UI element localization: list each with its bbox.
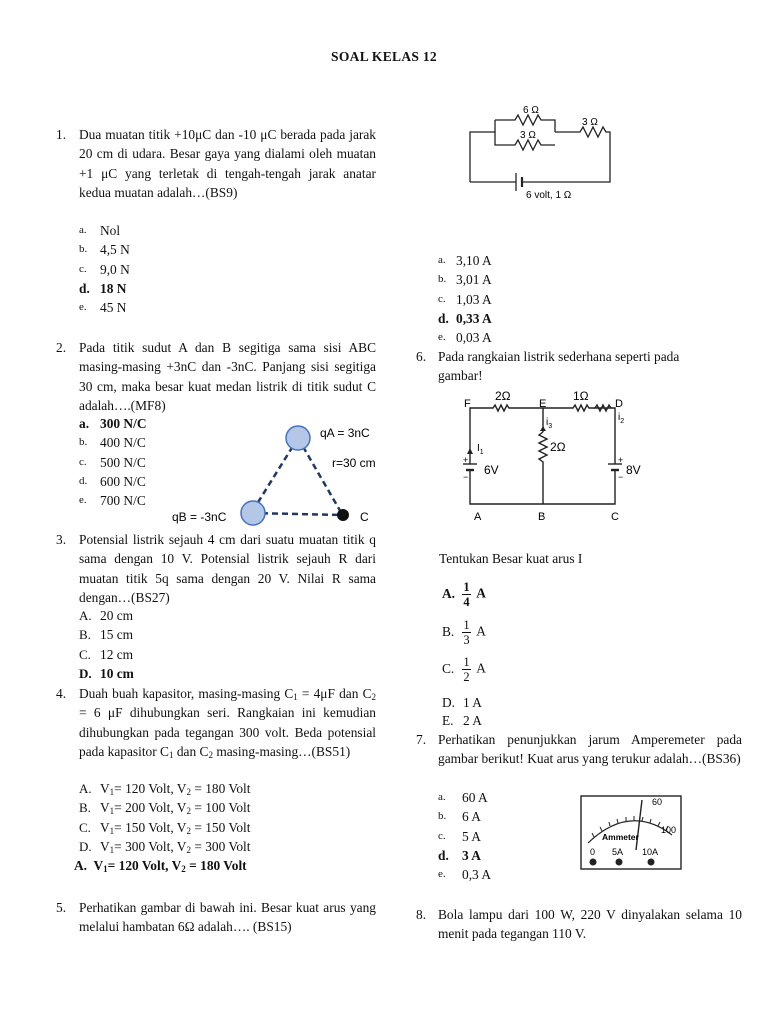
question-text: Dua muatan titik +10μC dan -10 μC berada pada jarak 20 cm di udara. Besar gaya yang dialami oleh muatan +1 μC yang terletak di tengah-tengah jarak anatar kedua muatan adalah…(BS9) [79,127,376,201]
question-number: 4. [56,686,67,701]
charge-b [241,501,265,525]
option[interactable]: d. 600 N/C [79,473,146,489]
option[interactable]: c. 9,0 N [79,261,130,277]
terminal-0: 0 [590,847,596,857]
charge-a [286,426,310,450]
svg-text:+: + [618,455,624,465]
node-a: A [474,511,482,523]
question-text: Pada titik sudut A dan B segitiga sama sisi ABC masing-masing +3nC dan -3nC. Panjang sisi segitiga 30 cm, maka besar kuat medan listrik di titik sudut C adalah….(MF8) [79,340,376,414]
question-number: 6. [416,349,427,364]
label-c: C [360,510,369,524]
option[interactable]: D. 1 A [442,695,482,710]
question-number: 5. [56,900,67,915]
q1-options [79,221,279,317]
q5-circuit-diagram [460,100,620,205]
page-title: SOAL KELAS 12 [331,49,437,64]
option[interactable]: b. 6 A [438,809,481,825]
node-b: B [538,511,546,523]
option[interactable]: e. 45 N [79,300,127,316]
label-6ohm: 6 Ω [523,105,539,116]
label-battery: 6 volt, 1 Ω [526,190,572,201]
question-number: 8. [416,907,427,922]
q3-options [79,606,229,683]
label-2ohm-top: 2Ω [495,389,511,403]
option[interactable]: B. 15 cm [79,627,134,643]
option[interactable]: C. $V_1= 150$ Volt, $V_2 = 150$ Volt [79,819,251,836]
terminal-10a: 10A [642,847,659,857]
question-number: 2. [56,340,67,355]
question-text: Bola lampu dari 100 W, 220 V dinyalakan selama 10 menit pada tegangan 110 V. [438,907,742,942]
option[interactable]: B. $\frac{1}{3}$ A [442,618,486,647]
terminal-5a: 5A [612,847,624,857]
option[interactable]: e. 0,3 A [438,867,492,883]
option-answer[interactable]: a. 300 N/C [79,416,147,431]
question-number: 7. [416,732,427,747]
question-number: 1. [56,127,67,142]
label-r: r=30 cm [332,456,376,470]
option[interactable]: D. $V_1= 300$ Volt, $V_2 = 300$ Volt [79,838,251,855]
option[interactable]: B. $V_1= 200$ Volt, $V_2 = 100$ Volt [79,800,251,817]
option-answer[interactable]: D. 10 cm [79,665,134,681]
triangle-charge-diagram [170,420,385,530]
label-qb: qB = -3nC [172,510,227,524]
label-i1: $I_1$ [477,443,484,456]
question-text: Perhatikan gambar di bawah ini. Besar kuat arus yang melalui hambatan 6Ω adalah…. (BS15) [79,900,376,935]
node-d: D [615,398,623,410]
svg-text:−: − [618,472,624,482]
option[interactable]: C. $\frac{1}{2}$ A [442,655,486,684]
svg-text:+: + [463,455,469,465]
label-6v: 6V [484,463,499,477]
label-3ohm-top: 3 Ω [582,117,598,128]
ammeter-diagram [580,795,682,870]
ammeter-label: Ammeter [602,832,639,842]
question-number: 3. [56,532,67,547]
option[interactable]: A. 20 cm [79,608,134,623]
option-answer[interactable]: A. $\frac{1}{4}$ A [442,580,486,609]
option-answer[interactable]: d. 18 N [79,280,127,296]
scale-60: 60 [652,797,663,807]
option[interactable]: e. 700 N/C [79,493,146,509]
question-text: Potensial listrik sejauh 4 cm dari suatu muatan titik q sama dengan 10 V. Potensial listrik sejauh R dari muatan titik 5q sama dengan 20 V. Nilai R sama dengan…(BS27) [79,532,376,606]
scale-100: 100 [661,825,677,835]
node-e: E [539,398,547,410]
option[interactable]: c. 5 A [438,828,481,844]
option[interactable]: e. 0,03 A [438,330,492,346]
q5-options [438,251,588,347]
question-text: Perhatikan penunjukkan jarum Amperemeter pada gambar berikut! Kuat arus yang terukur adalah…(BS36) [438,732,742,767]
option[interactable]: b. 3,01 A [438,272,492,288]
q6-circuit-diagram [455,390,640,525]
option-answer[interactable]: d. 3 A [438,847,481,863]
q4-options [79,779,359,856]
side-ac [298,438,342,514]
question-text: Pada rangkaian listrik sederhana seperti pada gambar! [438,349,680,384]
option[interactable]: b. 400 N/C [79,435,146,451]
point-c [337,509,349,521]
q6-prompt: Tentukan Besar kuat arus I [439,551,583,566]
label-i2: $i_2$ [618,412,625,425]
svg-text:−: − [463,472,469,482]
option[interactable]: a. 60 A [438,790,488,805]
option[interactable]: E. 2 A [442,713,482,728]
label-8v: 8V [626,463,641,477]
q4-answer: A. $V_1= 120$ Volt, $V_2 = 180$ Volt [74,858,247,874]
label-i3: $i_3$ [546,417,553,430]
option[interactable]: a. Nol [79,223,121,238]
option[interactable]: A. $V_1= 120$ Volt, $V_2 = 180$ Volt [79,781,251,797]
label-qa: qA = 3nC [320,426,370,440]
option[interactable]: c. 500 N/C [79,454,146,470]
q7-options [438,788,558,884]
node-c: C [611,511,619,523]
question-text: Duah buah kapasitor, masing-masing $C_1 = 4\mu F$ dan $C_2 = 6$ μF dihubungkan seri. Rangkaian ini kemudian dihubungkan pada tegangan 300 volt. Beda potensial pada kapasitor $C_1$ dan $C_2$ masing-masing…(BS51) [79,686,377,761]
option[interactable]: c. 1,03 A [438,291,492,307]
option[interactable]: b. 4,5 N [79,242,130,258]
option[interactable]: C. 12 cm [79,646,134,662]
label-1ohm: 1Ω [573,389,589,403]
option-answer[interactable]: d. 0,33 A [438,310,492,326]
label-2ohm-mid: 2Ω [550,440,566,454]
label-3ohm-mid: 3 Ω [520,130,536,141]
option[interactable]: a. 3,10 A [438,253,492,268]
node-f: F [464,398,471,410]
side-ab [252,438,298,512]
